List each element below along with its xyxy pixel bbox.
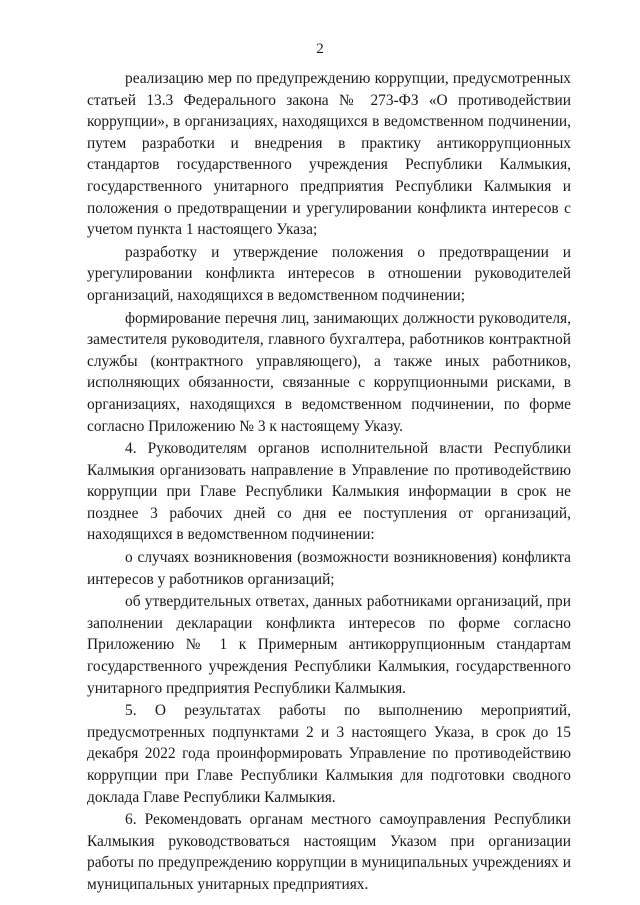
paragraph-conflict-regulation: разработку и утверждение положения о предотвращении и урегулировании конфликта интересов в отношении руководителей организаций, находящихся в ведомственном подчинении; [87, 243, 571, 304]
paragraph-item-4: 4. Руководителям органов исполнительной власти Республики Калмыкия организовать направление в Управление по противодействию коррупции при Главе Республики Калмыкия информации в срок не позднее 3 рабочих дней со дня ее поступления от организаций, находящихся в ведомственном подчинении: [87, 440, 571, 544]
paragraph-conflict-cases: о случаях возникновения (возможности возникновения) конфликта интересов у работников организаций; [87, 549, 571, 588]
paragraph-item-5: 5. О результатах работы по выполнению мероприятий, предусмотренных подпунктами 2 и 3 настоящего Указа, в срок до 15 декабря 2022 года проинформировать Управление по противодействию коррупции при Главе Республики Калмыкия для подготовки сводного доклада Главе Республики Калмыкия. [87, 702, 571, 806]
paragraph-affirmative-answers: об утвердительных ответах, данных работниками организаций, при заполнении декларации конфликта интересов по форме согласно Приложению № 1 к Примерным антикоррупционным стандартам государственного учреждения Республики Калмыкия, государственного унитарного предприятия Республики Калмыкия. [87, 593, 571, 697]
paragraph-positions-list: формирование перечня лиц, занимающих должности руководителя, заместителя руководителя, главного бухгалтера, работников контрактной службы (контрактного управляющего), а также иных работников, исполняющих обязанности, связанные с коррупционными рисками, в организациях, находящихся в ведомственном подчинении, по форме согласно Приложению № 3 к настоящему Указу. [87, 309, 571, 435]
paragraph-item-6: 6. Рекомендовать органам местного самоуправления Республики Калмыкия руководствоваться настоящим Указом при организации работы по предупреждению коррупции в муниципальных учреждениях и муниципальных унитарных предприятиях. [87, 811, 571, 893]
page-number: 2 [316, 41, 324, 57]
paragraph-anticorruption-standards: реализацию мер по предупреждению коррупции, предусмотренных статьей 13.3 Федерального закона № 273-ФЗ «О противодействии коррупции», в организациях, находящихся в ведомственном подчинении, путем разработки и внедрения в практику антикоррупционных стандартов государственного учреждения Республики Калмыкия, государственного унитарного предприятия Республики Калмыкия и положения о предотвращении и урегулировании конфликта интересов с учетом пункта 1 настоящего Указа; [87, 70, 571, 239]
document-body [87, 68, 571, 897]
